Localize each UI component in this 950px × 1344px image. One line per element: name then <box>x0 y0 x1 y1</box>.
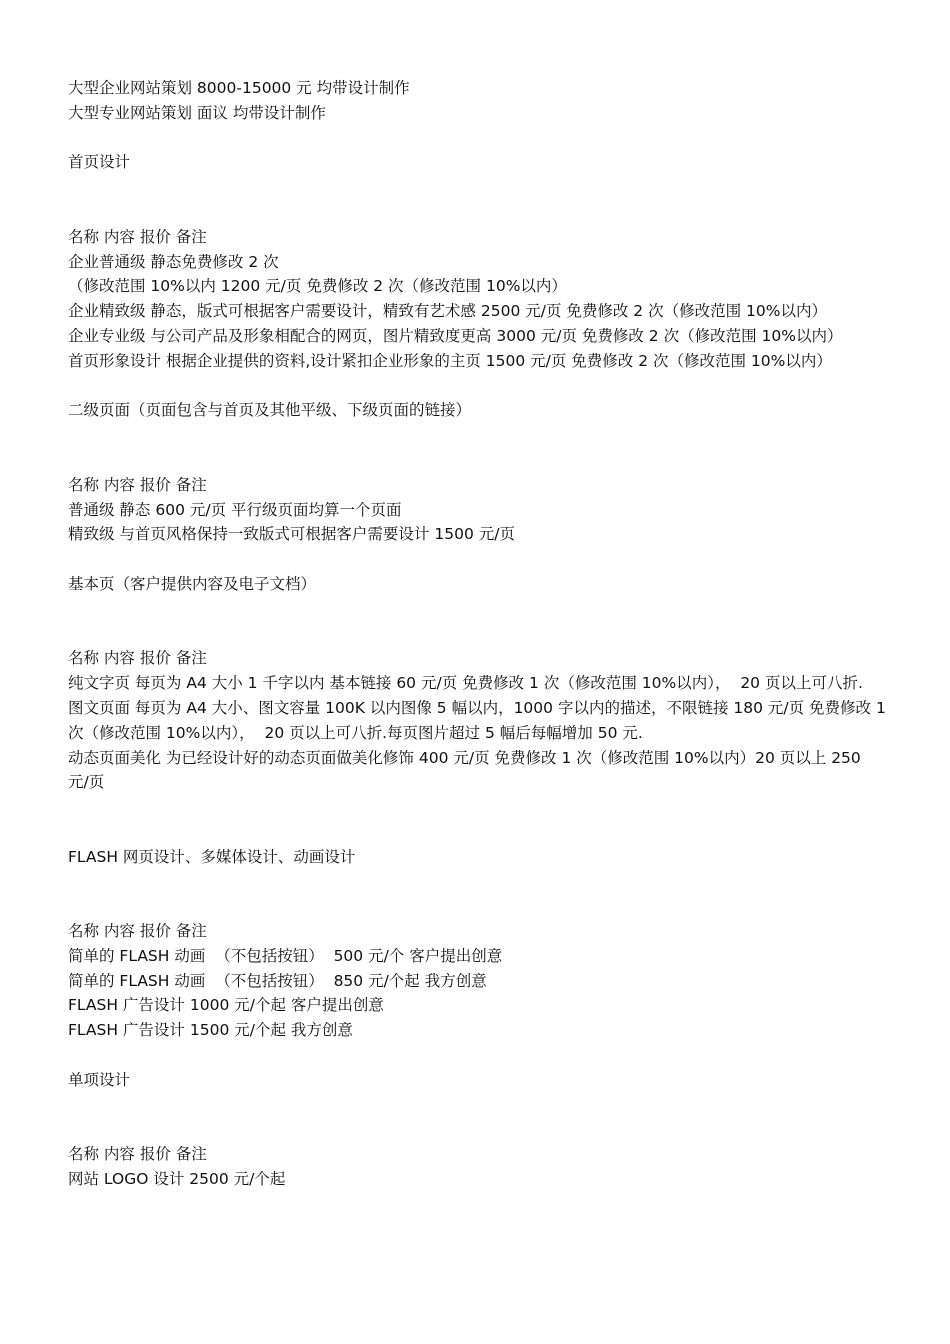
basic-table-header: 名称 内容 报价 备注 <box>68 649 207 668</box>
basic-section-title: 基本页（客户提供内容及电子文档） <box>68 574 317 593</box>
spacer <box>68 374 886 399</box>
homepage-section-title: 首页设计 <box>68 153 131 172</box>
homepage-table-header: 名称 内容 报价 备注 <box>68 227 207 246</box>
homepage-row: 企业精致级 静态，版式可根据客户需要设计，精致有艺术感 2500 元/页 免费修改 2 次（修改范围 10%以内） <box>68 302 827 321</box>
single-section-title: 单项设计 <box>68 1070 131 1089</box>
spacer <box>68 597 886 647</box>
homepage-row: 企业普通级 静态免费修改 2 次 <box>68 252 279 271</box>
spacer <box>68 423 886 473</box>
homepage-row: 企业专业级 与公司产品及形象相配合的网页，图片精致度更高 3000 元/页 免费修改 2 次（修改范围 10%以内） <box>68 326 843 345</box>
homepage-row: （修改范围 10%以内 1200 元/页 免费修改 2 次（修改范围 10%以内） <box>68 277 567 296</box>
secondary-table-header: 名称 内容 报价 备注 <box>68 475 207 494</box>
spacer <box>68 1093 886 1143</box>
flash-row: FLASH 广告设计 1000 元/个起 客户提出创意 <box>68 996 384 1015</box>
secondary-section-title: 二级页面（页面包含与首页及其他平级、下级页面的链接） <box>68 401 472 420</box>
flash-row: FLASH 广告设计 1500 元/个起 我方创意 <box>68 1021 353 1040</box>
intro-line-1: 大型企业网站策划 8000-15000 元 均带设计制作 <box>68 79 410 97</box>
flash-table-header: 名称 内容 报价 备注 <box>68 922 207 941</box>
spacer <box>68 547 886 572</box>
secondary-row: 精致级 与首页风格保持一致版式可根据客户需要设计 1500 元/页 <box>68 525 515 544</box>
spacer <box>68 175 886 225</box>
basic-row: 动态页面美化 为已经设计好的动态页面做美化修饰 400 元/页 免费修改 1 次（修改范围 10%以内）20 页以上 250 元/页 <box>68 748 866 792</box>
spacer <box>68 795 886 845</box>
secondary-row: 普通级 静态 600 元/页 平行级页面均算一个页面 <box>68 500 402 519</box>
flash-row: 简单的 FLASH 动画 （不包括按钮） 500 元/个 客户提出创意 <box>68 946 503 965</box>
single-table-header: 名称 内容 报价 备注 <box>68 1145 207 1164</box>
document-body <box>68 76 891 1192</box>
single-row: 网站 LOGO 设计 2500 元/个起 <box>68 1170 286 1189</box>
intro-line-2: 大型专业网站策划 面议 均带设计制作 <box>68 103 326 122</box>
basic-row: 图文页面 每页为 A4 大小、图文容量 100K 以内图像 5 幅以内，1000 字以内的描述，不限链接 180 元/页 免费修改 1 次（修改范围 10%以内）， 20 页以上可八折.每页图片超过 5 幅后每幅增加 50 元. <box>68 698 891 742</box>
flash-row: 简单的 FLASH 动画 （不包括按钮） 850 元/个起 我方创意 <box>68 971 487 990</box>
flash-section-title: FLASH 网页设计、多媒体设计、动画设计 <box>68 847 356 866</box>
spacer <box>68 1043 886 1068</box>
spacer <box>68 870 886 920</box>
basic-row: 纯文字页 每页为 A4 大小 1 千字以内 基本链接 60 元/页 免费修改 1 次（修改范围 10%以内）， 20 页以上可八折. <box>68 674 863 693</box>
homepage-row: 首页形象设计 根据企业提供的资料,设计紧扣企业形象的主页 1500 元/页 免费修改 2 次（修改范围 10%以内） <box>68 351 832 370</box>
spacer <box>68 126 886 151</box>
